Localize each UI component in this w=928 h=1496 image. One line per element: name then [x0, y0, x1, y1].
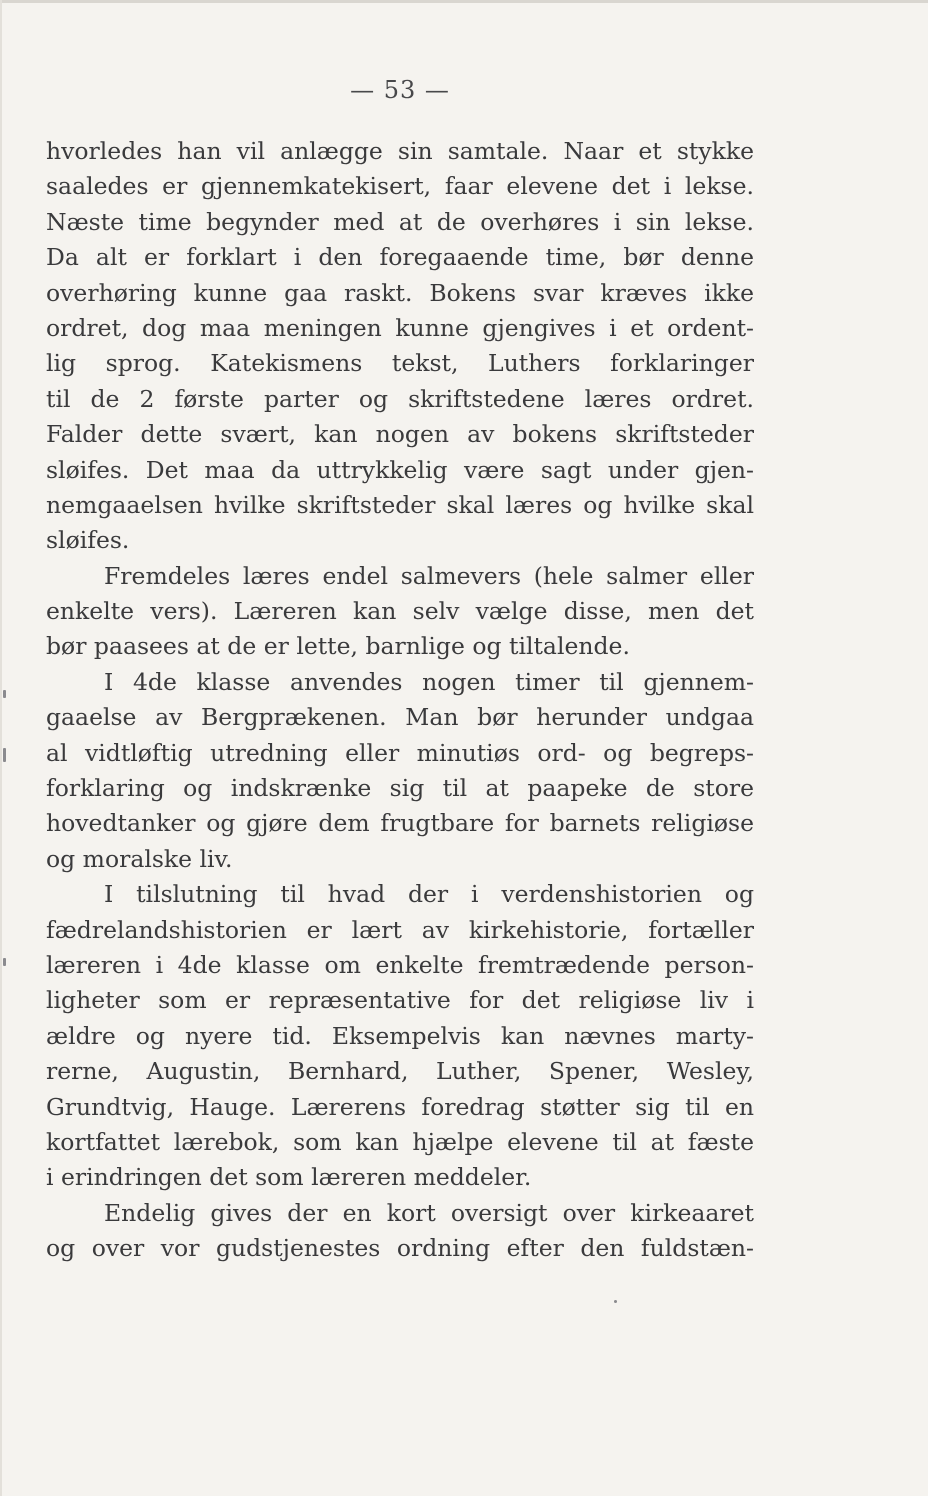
- text-line: gaaelse av Bergprækenen. Man bør herunder undgaa: [46, 703, 754, 732]
- paper-speck: [3, 748, 6, 762]
- paper-speck: [3, 958, 6, 966]
- text-line: sløifes.: [46, 526, 130, 555]
- text-line: Næste time begynder med at de overhøres i sin lekse.: [46, 207, 754, 236]
- page-body-text: [46, 134, 754, 1267]
- text-line: i erindringen det som læreren meddeler.: [46, 1163, 532, 1192]
- text-line: bør paasees at de er lette, barnlige og tiltalende.: [46, 632, 630, 661]
- text-line: og moralske liv.: [46, 844, 233, 873]
- text-line: til de 2 første parter og skriftstedene læres ordret.: [46, 384, 754, 413]
- text-line: rerne, Augustin, Bernhard, Luther, Spener, Wesley,: [46, 1057, 754, 1086]
- text-line: nemgaaelsen hvilke skriftsteder skal læres og hvilke skal: [46, 490, 754, 519]
- paper-speck: [3, 690, 6, 698]
- text-line: Grundtvig, Hauge. Lærerens foredrag støtter sig til en: [46, 1092, 754, 1121]
- text-line: kortfattet lærebok, som kan hjælpe elevene til at fæste: [46, 1127, 754, 1156]
- text-line: I tilslutning til hvad der i verdenshistorien og: [104, 880, 754, 909]
- text-line: forklaring og indskrænke sig til at paapeke de store: [46, 774, 754, 803]
- text-line: Fremdeles læres endel salmevers (hele salmer eller: [104, 561, 754, 590]
- text-line: Da alt er forklart i den foregaaende time, bør denne: [46, 243, 754, 272]
- text-line: ældre og nyere tid. Eksempelvis kan nævnes marty-: [46, 1021, 754, 1050]
- text-line: lig sprog. Katekismens tekst, Luthers forklaringer: [46, 349, 754, 378]
- text-line: saaledes er gjennemkatekisert, faar elevene det i lekse.: [46, 172, 754, 201]
- text-line: og over vor gudstjenestes ordning efter den fuldstæn-: [46, 1234, 754, 1263]
- text-line: Falder dette svært, kan nogen av bokens skriftsteder: [46, 420, 754, 449]
- text-line: hovedtanker og gjøre dem frugtbare for barnets religiøse: [46, 809, 754, 838]
- page-top-edge: [0, 0, 928, 3]
- text-line: enkelte vers). Læreren kan selv vælge disse, men det: [46, 597, 754, 626]
- text-line: al vidtløftig utredning eller minutiøs ord- og begreps-: [46, 738, 754, 767]
- text-line: fædrelandshistorien er lært av kirkehistorie, fortæller: [46, 915, 754, 944]
- book-page: [46, 72, 754, 1267]
- page-number: — 53 —: [350, 76, 450, 104]
- page-left-edge: [0, 0, 2, 1496]
- text-line: Endelig gives der en kort oversigt over kirkeaaret: [104, 1198, 754, 1227]
- text-line: I 4de klasse anvendes nogen timer til gjennem-: [104, 667, 754, 696]
- text-line: sløifes. Det maa da uttrykkelig være sagt under gjen-: [46, 455, 754, 484]
- text-line: ordret, dog maa meningen kunne gjengives i et ordent-: [46, 313, 754, 342]
- text-line: ligheter som er repræsentative for det religiøse liv i: [46, 986, 754, 1015]
- paper-speck: [614, 1300, 617, 1303]
- text-line: hvorledes han vil anlægge sin samtale. Naar et stykke: [46, 137, 754, 165]
- text-line: overhøring kunne gaa raskt. Bokens svar kræves ikke: [46, 278, 754, 307]
- text-line: læreren i 4de klasse om enkelte fremtrædende person-: [46, 950, 754, 979]
